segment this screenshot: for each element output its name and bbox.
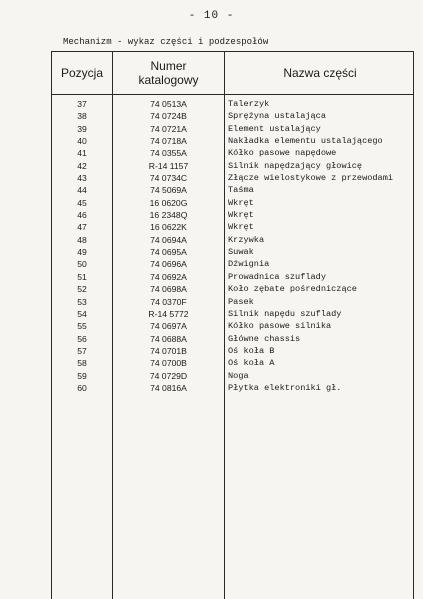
cell-catalog-number: 74 5069A bbox=[150, 185, 187, 196]
cell-part-name: Wkręt bbox=[228, 197, 254, 208]
cell-catalog-number: 74 0734C bbox=[149, 173, 188, 184]
cell-position: 51 bbox=[77, 271, 87, 282]
page-number: - 10 - bbox=[188, 10, 235, 22]
cell-part-name: Noga bbox=[228, 370, 249, 381]
cell-part-name: Sprężyna ustalająca bbox=[228, 111, 326, 122]
table-row bbox=[52, 308, 413, 320]
parts-table bbox=[51, 51, 414, 599]
cell-part-name: Suwak bbox=[228, 247, 254, 258]
table-row bbox=[52, 221, 413, 233]
cell-catalog-number: 74 0694A bbox=[150, 234, 187, 245]
cell-catalog-number: 74 0695A bbox=[150, 247, 187, 258]
cell-part-name: Oś koła B bbox=[228, 345, 275, 356]
table-row bbox=[52, 234, 413, 246]
document-heading: Mechanizm - wykaz części i podzespołów bbox=[63, 37, 269, 47]
header-divider bbox=[52, 94, 413, 95]
cell-position: 37 bbox=[77, 99, 87, 109]
cell-position: 49 bbox=[77, 247, 87, 258]
cell-position: 56 bbox=[77, 333, 87, 344]
table-body bbox=[52, 98, 413, 394]
table-row bbox=[52, 357, 413, 369]
cell-catalog-number: 74 0701B bbox=[150, 345, 187, 356]
cell-position: 50 bbox=[77, 259, 87, 270]
cell-position: 60 bbox=[77, 382, 87, 393]
cell-part-name: Oś koła A bbox=[228, 358, 275, 369]
cell-catalog-number: 16 0622K bbox=[150, 222, 187, 233]
cell-catalog-number: 74 0729D bbox=[149, 370, 188, 381]
cell-position: 45 bbox=[77, 197, 87, 208]
table-row bbox=[52, 184, 413, 196]
table-row bbox=[52, 98, 413, 110]
cell-position: 44 bbox=[77, 185, 87, 196]
table-row bbox=[52, 296, 413, 308]
table-row bbox=[52, 172, 413, 184]
table-row bbox=[52, 160, 413, 172]
cell-position: 43 bbox=[77, 173, 87, 184]
cell-position: 48 bbox=[77, 234, 87, 245]
cell-catalog-number: R-14 1157 bbox=[148, 160, 189, 171]
cell-position: 39 bbox=[77, 123, 87, 134]
header-catalog-line2: katalogowy bbox=[138, 73, 199, 87]
cell-position: 41 bbox=[77, 148, 87, 159]
cell-part-name: Wkręt bbox=[228, 222, 254, 233]
table-row bbox=[52, 246, 413, 258]
cell-catalog-number: 16 0620G bbox=[149, 197, 188, 208]
table-row bbox=[52, 370, 413, 382]
table-row bbox=[52, 135, 413, 147]
cell-position: 55 bbox=[77, 321, 87, 332]
cell-part-name: Główne chassis bbox=[228, 333, 301, 344]
cell-catalog-number: 74 0700B bbox=[150, 358, 187, 369]
cell-catalog-number: 74 0718A bbox=[150, 136, 187, 147]
cell-position: 46 bbox=[77, 210, 87, 221]
cell-part-name: Dźwignia bbox=[228, 259, 270, 270]
cell-position: 47 bbox=[77, 222, 87, 233]
cell-part-name: Płytka elektroniki gł. bbox=[228, 382, 342, 393]
cell-part-name: Pasek bbox=[228, 296, 254, 307]
table-row bbox=[52, 123, 413, 135]
cell-part-name: Kółko pasowe napędowe bbox=[228, 148, 337, 159]
cell-position: 59 bbox=[77, 370, 87, 381]
cell-part-name: Koło zębate pośredniczące bbox=[228, 284, 357, 295]
table-row bbox=[52, 345, 413, 357]
cell-part-name: Element ustalający bbox=[228, 123, 321, 134]
cell-catalog-number: 74 0698A bbox=[150, 284, 187, 295]
table-row bbox=[52, 147, 413, 159]
table-row bbox=[52, 258, 413, 270]
cell-part-name: Złącze wielostykowe z przewodami bbox=[228, 173, 394, 184]
cell-position: 57 bbox=[77, 345, 87, 356]
header-part-name: Nazwa części bbox=[283, 66, 357, 80]
cell-catalog-number: 74 0355A bbox=[150, 148, 187, 159]
cell-catalog-number: 74 0816A bbox=[150, 382, 187, 393]
cell-part-name: Silnik napędzający głowicę bbox=[228, 160, 363, 171]
header-position: Pozycja bbox=[60, 66, 104, 80]
cell-part-name: Silnik napędu szuflady bbox=[228, 308, 342, 319]
cell-catalog-number: 74 0513A bbox=[150, 99, 187, 109]
table-row bbox=[52, 197, 413, 209]
cell-catalog-number: 74 0724B bbox=[150, 111, 187, 122]
cell-part-name: Wkręt bbox=[228, 210, 254, 221]
table-row bbox=[52, 110, 413, 122]
table-row bbox=[52, 283, 413, 295]
table-row bbox=[52, 382, 413, 394]
cell-catalog-number: 74 0721A bbox=[150, 123, 187, 134]
cell-catalog-number: 74 0688A bbox=[150, 333, 187, 344]
cell-catalog-number: 74 0696A bbox=[150, 259, 187, 270]
cell-position: 42 bbox=[77, 160, 87, 171]
table-row bbox=[52, 209, 413, 221]
header-catalog-line1: Numer bbox=[150, 59, 187, 73]
cell-part-name: Krzywka bbox=[228, 234, 265, 245]
cell-part-name: Prowadnica szuflady bbox=[228, 271, 326, 282]
header-catalog-number bbox=[113, 52, 224, 94]
cell-catalog-number: 16 2348Q bbox=[149, 210, 188, 221]
cell-part-name: Taśma bbox=[228, 185, 254, 196]
cell-part-name: Talerzyk bbox=[228, 99, 270, 109]
cell-catalog-number: 74 0697A bbox=[150, 321, 187, 332]
cell-position: 40 bbox=[77, 136, 87, 147]
cell-catalog-number: 74 0692A bbox=[150, 271, 187, 282]
cell-position: 52 bbox=[77, 284, 87, 295]
cell-position: 58 bbox=[77, 358, 87, 369]
table-row bbox=[52, 320, 413, 332]
cell-position: 38 bbox=[77, 111, 87, 122]
cell-part-name: Nakładka elementu ustalającego bbox=[228, 136, 383, 147]
cell-position: 54 bbox=[77, 308, 87, 319]
table-row bbox=[52, 271, 413, 283]
table-row bbox=[52, 333, 413, 345]
cell-position: 53 bbox=[77, 296, 87, 307]
cell-catalog-number: 74 0370F bbox=[150, 296, 187, 307]
cell-catalog-number: R-14 5772 bbox=[148, 308, 189, 319]
cell-part-name: Kółko pasowe silnika bbox=[228, 321, 332, 332]
